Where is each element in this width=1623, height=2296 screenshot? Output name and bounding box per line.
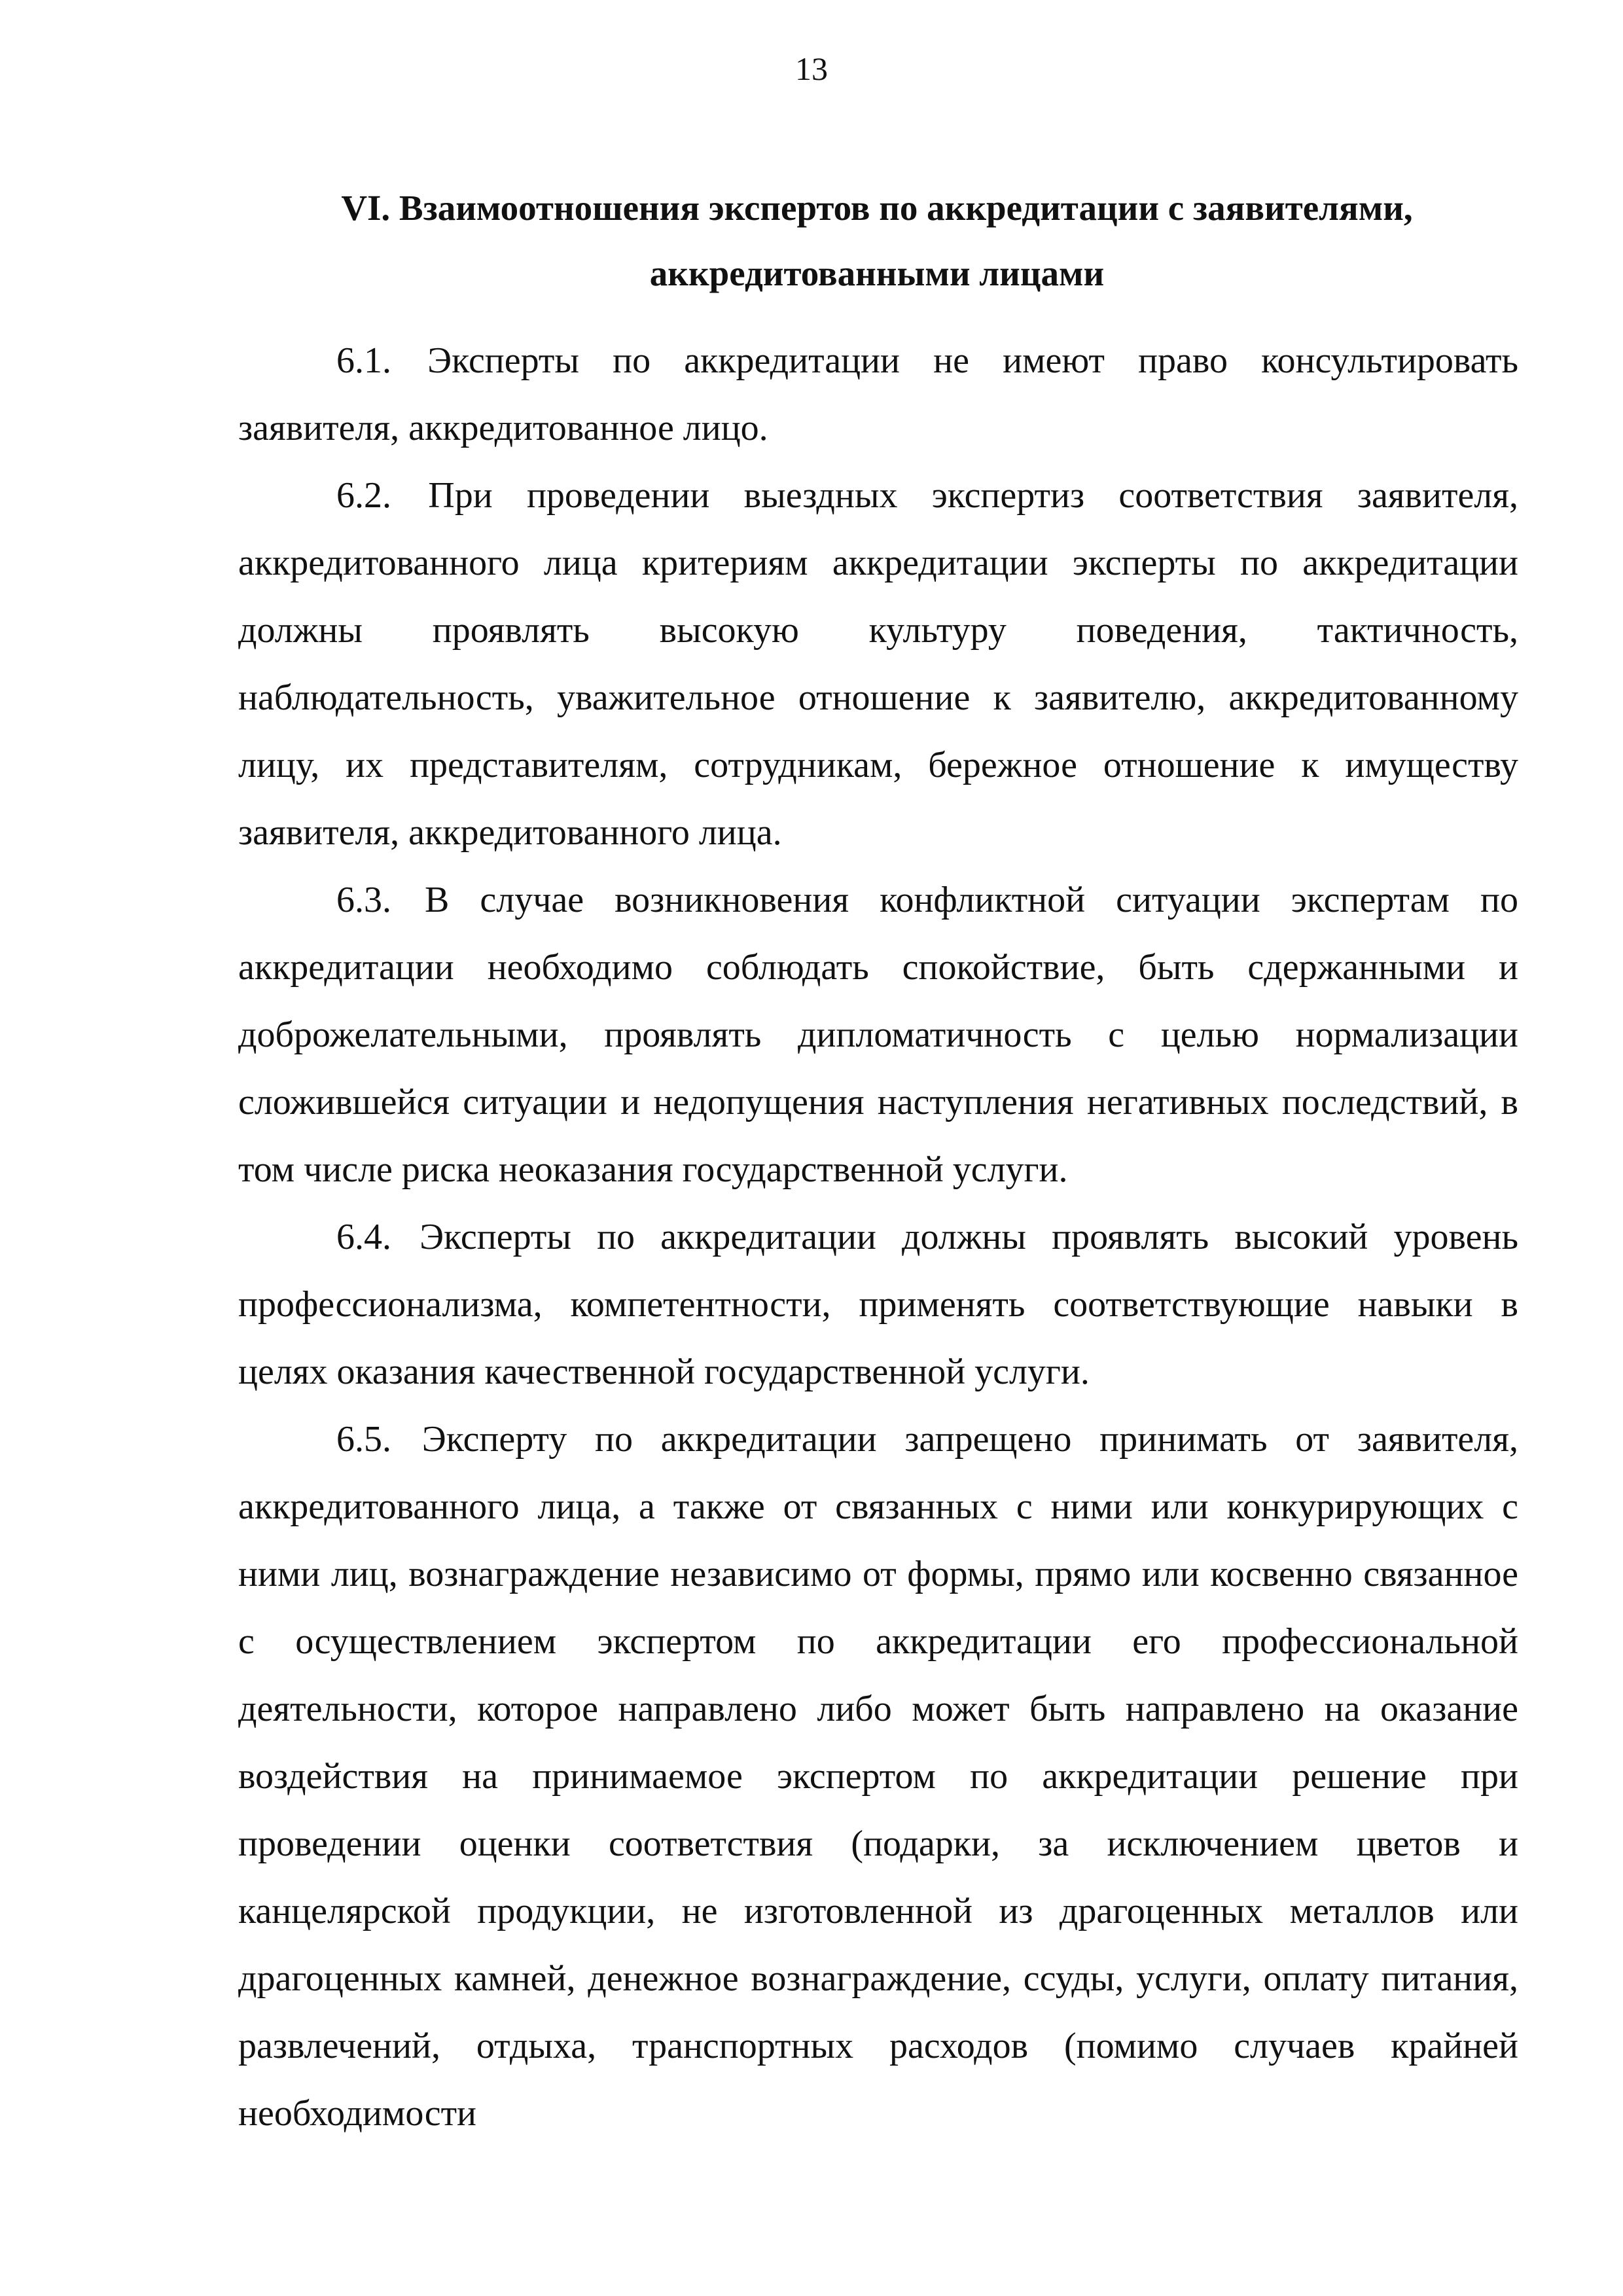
paragraph-number: 6.4.	[336, 1217, 391, 1257]
paragraph-text: При проведении выездных экспертиз соответствия заявителя, аккредитованного лица критериям аккредитации эксперты по аккредитации должны проявлять высокую культуру поведения, тактичность, наблюдательность, уважительное отношение к заявителю, аккредитованному лицу, их представителям, сотрудникам, бережное отношение к имуществу заявителя, аккредитованного лица.	[238, 475, 1518, 853]
paragraph-number: 6.2.	[336, 475, 391, 516]
paragraph-6-2	[238, 462, 1518, 867]
paragraph-text: Эксперту по аккредитации запрещено принимать от заявителя, аккредитованного лица, а также от связанных с ними или конкурирующих с ними лиц, вознаграждение независимо от формы, прямо или косвенно связанное с осуществлением экспертом по аккредитации его профессиональной деятельности, которое направлено либо может быть направлено на оказание воздействия на принимаемое экспертом по аккредитации решение при проведении оценки соответствия (подарки, за исключением цветов и канцелярской продукции, не изготовленной из драгоценных металлов или драгоценных камней, денежное вознаграждение, ссуды, услуги, оплату питания, развлечений, отдыха, транспортных расходов (помимо случаев крайней необходимости	[238, 1419, 1518, 2134]
paragraph-6-4	[238, 1204, 1518, 1406]
paragraph-text: Эксперты по аккредитации должны проявлять высокий уровень профессионализма, компетентности, применять соответствующие навыки в целях оказания качественной государственной услуги.	[238, 1217, 1518, 1392]
paragraph-number: 6.1.	[336, 340, 391, 381]
section-heading-line-2: аккредитованными лицами	[649, 253, 1105, 293]
paragraph-number: 6.5.	[336, 1419, 391, 1460]
paragraph-6-1	[238, 327, 1518, 462]
section-heading	[236, 175, 1518, 306]
paragraph-6-5	[238, 1406, 1518, 2147]
page-number: 13	[795, 50, 828, 87]
document-body	[238, 327, 1518, 2147]
section-heading-line-1: VI. Взаимоотношения экспертов по аккредитации с заявителями,	[341, 188, 1413, 228]
paragraph-number: 6.3.	[336, 880, 391, 920]
paragraph-text: В случае возникновения конфликтной ситуации экспертам по аккредитации необходимо соблюдать спокойствие, быть сдержанными и доброжелательными, проявлять дипломатичность с целью нормализации сложившейся ситуации и недопущения наступления негативных последствий, в том числе риска неоказания государственной услуги.	[238, 880, 1518, 1190]
paragraph-text: Эксперты по аккредитации не имеют право консультировать заявителя, аккредитованное лицо.	[238, 340, 1519, 448]
paragraph-6-3	[238, 867, 1518, 1204]
